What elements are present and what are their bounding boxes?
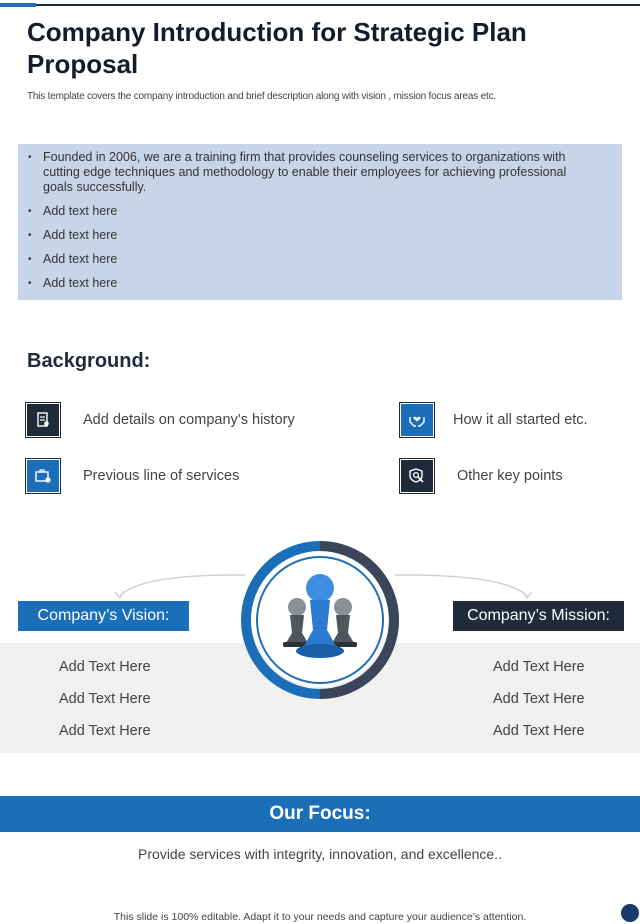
chess-pawn-emblem — [240, 540, 400, 700]
top-accent-bar — [0, 3, 36, 7]
background-item-label: Add details on company’s history — [83, 412, 295, 428]
intro-item: • Add text here — [43, 276, 592, 291]
hands-heart-icon — [399, 402, 435, 438]
background-item-label: Other key points — [457, 468, 563, 484]
intro-item: • Add text here — [43, 252, 592, 267]
mission-item: Add Text Here — [493, 723, 585, 739]
background-item-services — [25, 458, 239, 494]
intro-box — [18, 144, 622, 300]
mission-item: Add Text Here — [493, 691, 585, 707]
intro-item: • Add text here — [43, 228, 592, 243]
footer-note: This slide is 100% editable. Adapt it to your needs and capture your audience’s attention. — [113, 911, 527, 923]
background-item-history — [25, 402, 295, 438]
background-item-started — [399, 402, 588, 438]
document-icon — [25, 402, 61, 438]
vision-item: Add Text Here — [59, 659, 151, 675]
briefcase-icon — [25, 458, 61, 494]
background-title: Background: — [27, 350, 151, 372]
intro-item: • Founded in 2006, we are a training firm that provides counseling services to organizations with cutting edge techniques and methodology to enable their employees for achieving professional goals successfully. — [43, 150, 592, 195]
vision-label: Company’s Vision: — [18, 601, 189, 631]
background-item-key-points — [399, 458, 563, 494]
intro-item: • Add text here — [43, 204, 592, 219]
mission-label: Company’s Mission: — [453, 601, 624, 631]
page-subtitle: This template covers the company introduction and brief description along with vision , mission focus areas etc. — [27, 91, 496, 102]
mission-item: Add Text Here — [493, 659, 585, 675]
focus-title: Our Focus: — [0, 796, 640, 832]
vision-item: Add Text Here — [59, 723, 151, 739]
top-rule — [0, 4, 640, 6]
background-item-label: How it all started etc. — [453, 412, 588, 428]
page-title: Company Introduction for Strategic Plan Proposal — [27, 17, 527, 79]
background-item-label: Previous line of services — [83, 468, 240, 484]
intro-list — [18, 144, 622, 291]
vision-item: Add Text Here — [59, 691, 151, 707]
corner-dot — [621, 904, 639, 922]
focus-text: Provide services with integrity, innovation, and excellence.. — [138, 846, 502, 862]
shield-search-icon — [399, 458, 435, 494]
